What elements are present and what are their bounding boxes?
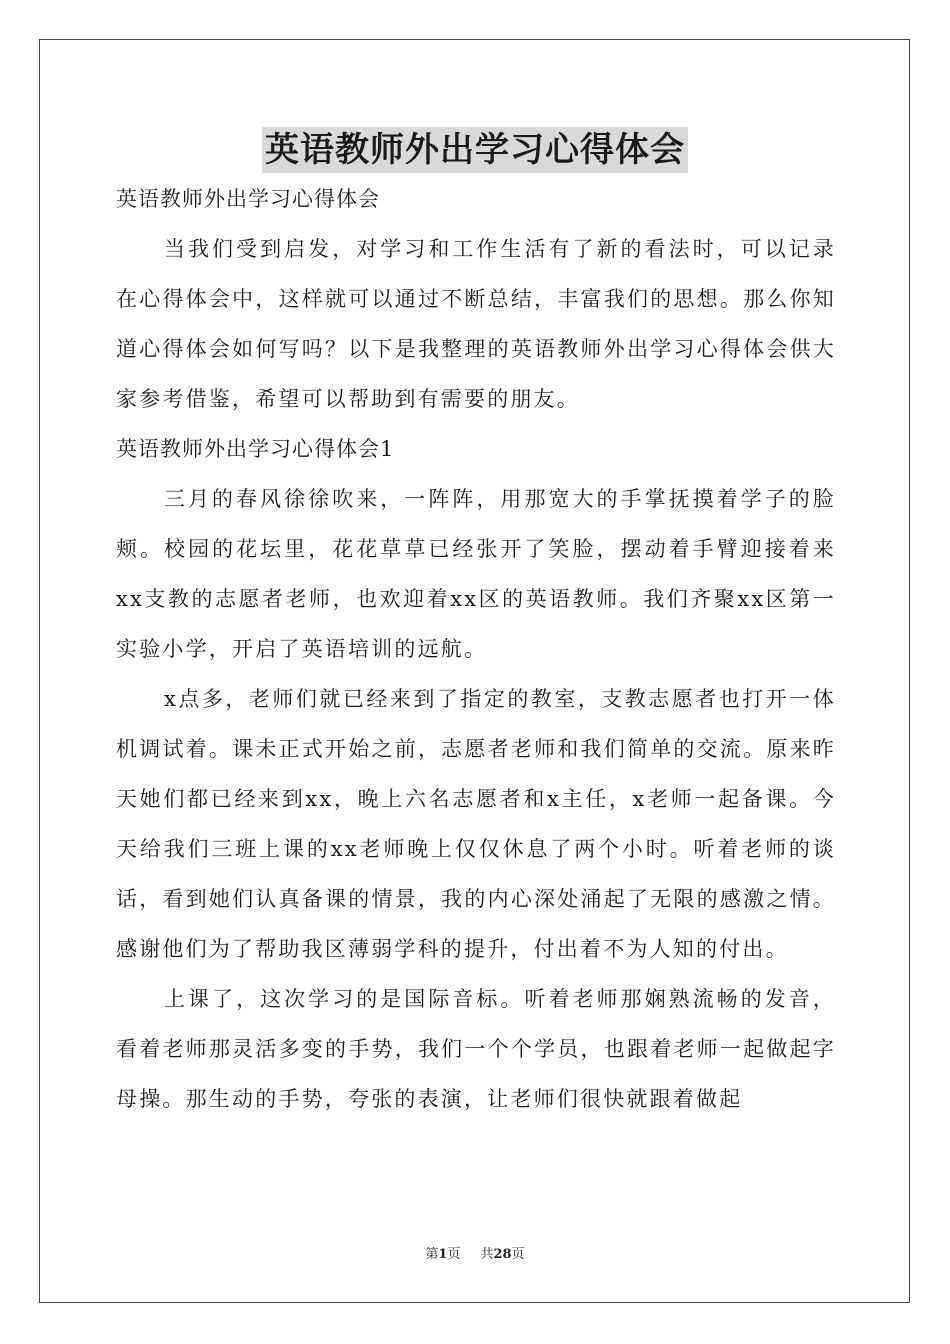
document-title: 英语教师外出学习心得体会 — [262, 127, 688, 173]
title-container — [0, 127, 950, 173]
section-heading: 英语教师外出学习心得体会 — [116, 187, 380, 211]
page-footer — [0, 1246, 950, 1264]
document-body — [116, 174, 836, 1124]
page-prefix: 第 — [425, 1247, 439, 1262]
total-page-count: 28 — [493, 1247, 512, 1262]
body-paragraph: 上课了，这次学习的是国际音标。听着老师那娴熟流畅的发音，看着老师那灵活多变的手势，我们一个个学员，也跟着老师一起做起字母操。那生动的手势，夸张的表演，让老师们很快就跟着做起 — [116, 987, 836, 1111]
body-paragraph: x点多，老师们就已经来到了指定的教室，支教志愿者也打开一体机调试着。课未正式开始之前，志愿者老师和我们简单的交流。原来昨天她们都已经来到xx，晚上六名志愿者和x主任，x老师一起备课。今天给我们三班上课的xx老师晚上仅仅休息了两个小时。听着老师的谈话，看到她们认真备课的情景，我的内心深处涌起了无限的感激之情。感谢他们为了帮助我区薄弱学科的提升，付出着不为人知的付出。 — [116, 687, 836, 961]
body-paragraph: 三月的春风徐徐吹来，一阵阵，用那宽大的手掌抚摸着学子的脸颊。校园的花坛里，花花草草已经张开了笑脸，摆动着手臂迎接着来xx支教的志愿者老师，也欢迎着xx区的英语教师。我们齐聚xx区第一实验小学，开启了英语培训的远航。 — [116, 487, 836, 661]
page-suffix: 页 — [447, 1247, 461, 1262]
body-paragraph: 当我们受到启发，对学习和工作生活有了新的看法时，可以记录在心得体会中，这样就可以通过不断总结，丰富我们的思想。那么你知道心得体会如何写吗？以下是我整理的英语教师外出学习心得体会供大家参考借鉴，希望可以帮助到有需要的朋友。 — [116, 237, 836, 411]
total-suffix: 页 — [511, 1247, 525, 1262]
section-heading: 英语教师外出学习心得体会1 — [116, 437, 395, 461]
current-page-number: 1 — [438, 1247, 448, 1262]
total-prefix: 共 — [480, 1247, 494, 1262]
